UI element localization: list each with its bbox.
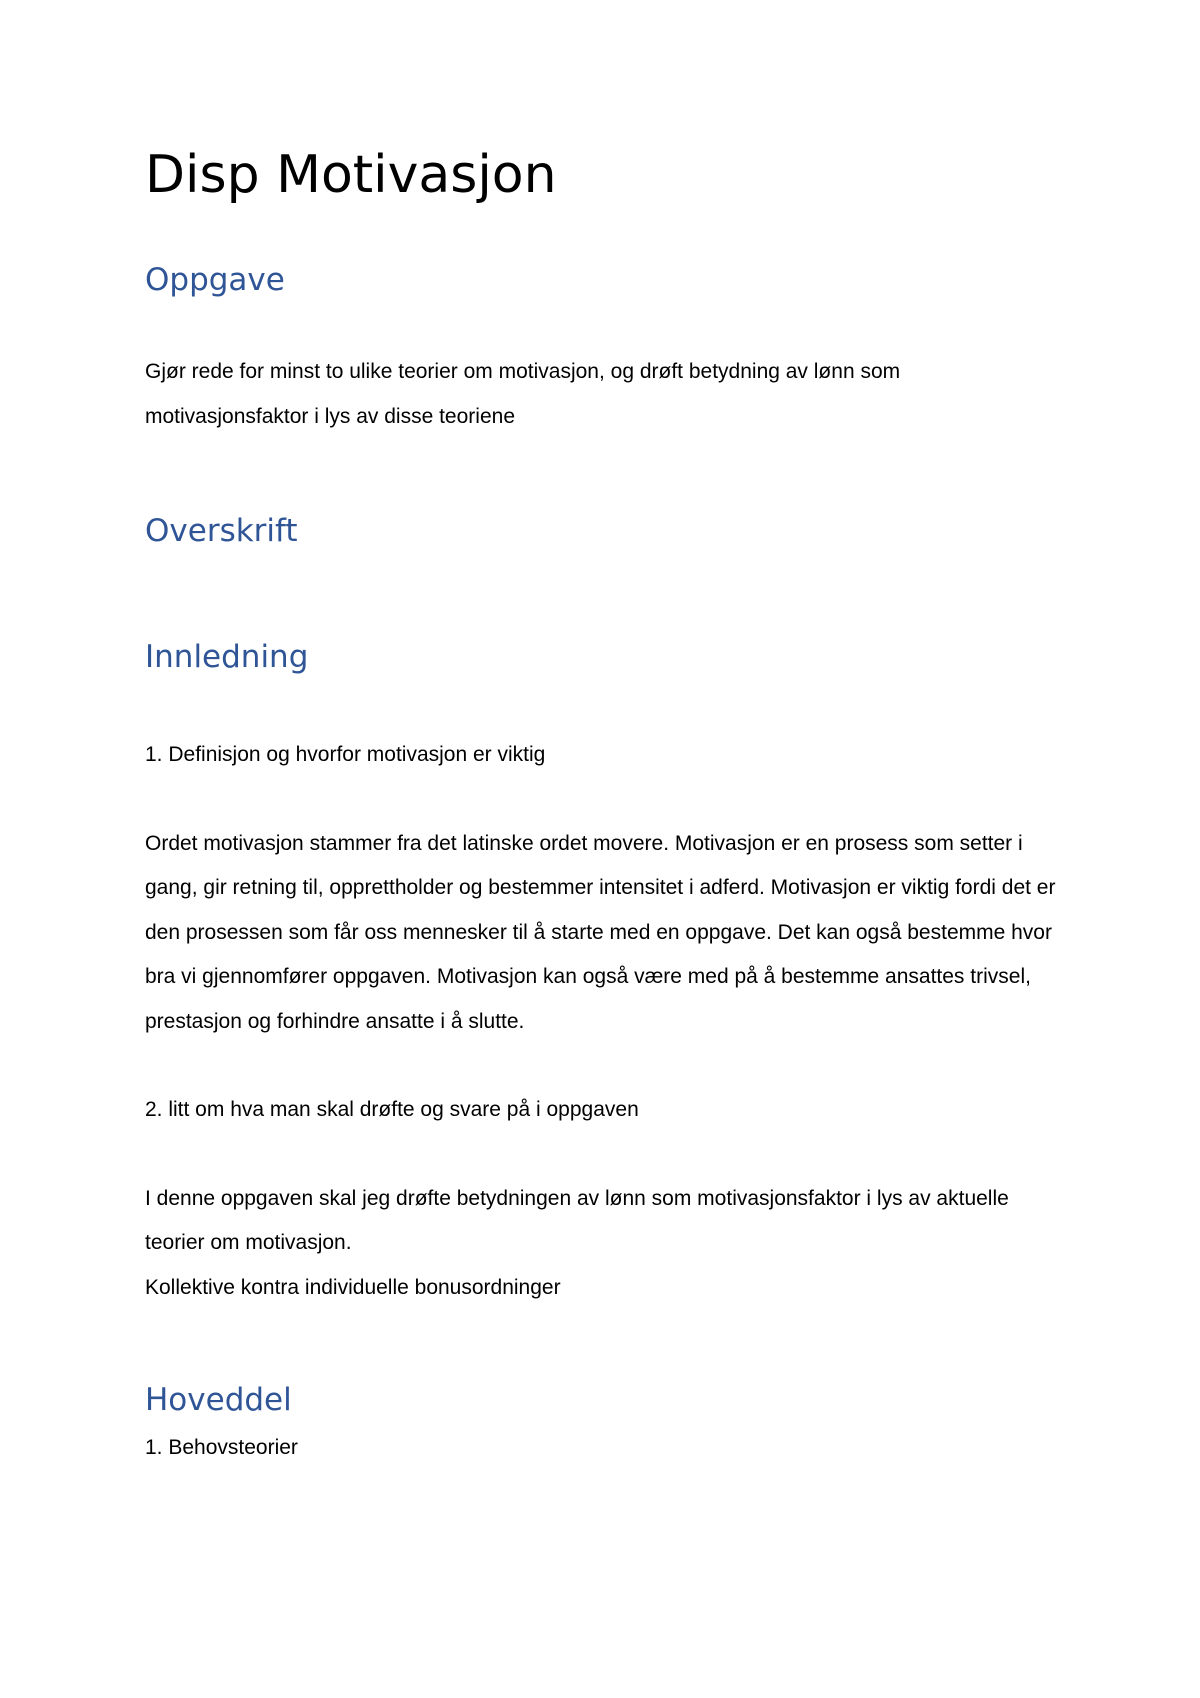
innledning-paragraph-2: I denne oppgaven skal jeg drøfte betydningen av lønn som motivasjonsfaktor i lys av aktuelle teorier om motivasjon. xyxy=(145,1186,1009,1254)
innledning-line-3: Kollektive kontra individuelle bonusordninger xyxy=(145,1275,561,1299)
hoveddel-point-1: 1. Behovsteorier xyxy=(145,1436,298,1459)
document-body xyxy=(145,140,1080,1471)
heading-overskrift: Overskrift xyxy=(145,513,298,549)
heading-innledning: Innledning xyxy=(145,639,309,675)
oppgave-text: Gjør rede for minst to ulike teorier om motivasjon, og drøft betydning av lønn som motivasjonsfaktor i lys av disse teoriene xyxy=(145,360,901,428)
innledning-point-1: 1. Definisjon og hvorfor motivasjon er viktig xyxy=(145,743,546,766)
innledning-point-2: 2. litt om hva man skal drøfte og svare på i oppgaven xyxy=(145,1098,639,1121)
heading-oppgave: Oppgave xyxy=(145,262,285,298)
heading-hoveddel: Hoveddel xyxy=(145,1382,292,1418)
document-title: Disp Motivasjon xyxy=(145,145,557,205)
innledning-paragraph-1: Ordet motivasjon stammer fra det latinske ordet movere. Motivasjon er en prosess som setter i gang, gir retning til, opprettholder og bestemmer intensitet i adferd. Motivasjon er viktig fordi det er den prosessen som får oss mennesker til å starte med en oppgave. Det kan også bestemme hvor bra vi gjennomfører oppgaven. Motivasjon kan også være med på å bestemme ansattes trivsel, prestasjon og forhindre ansatte i å slutte. xyxy=(145,831,1056,1033)
